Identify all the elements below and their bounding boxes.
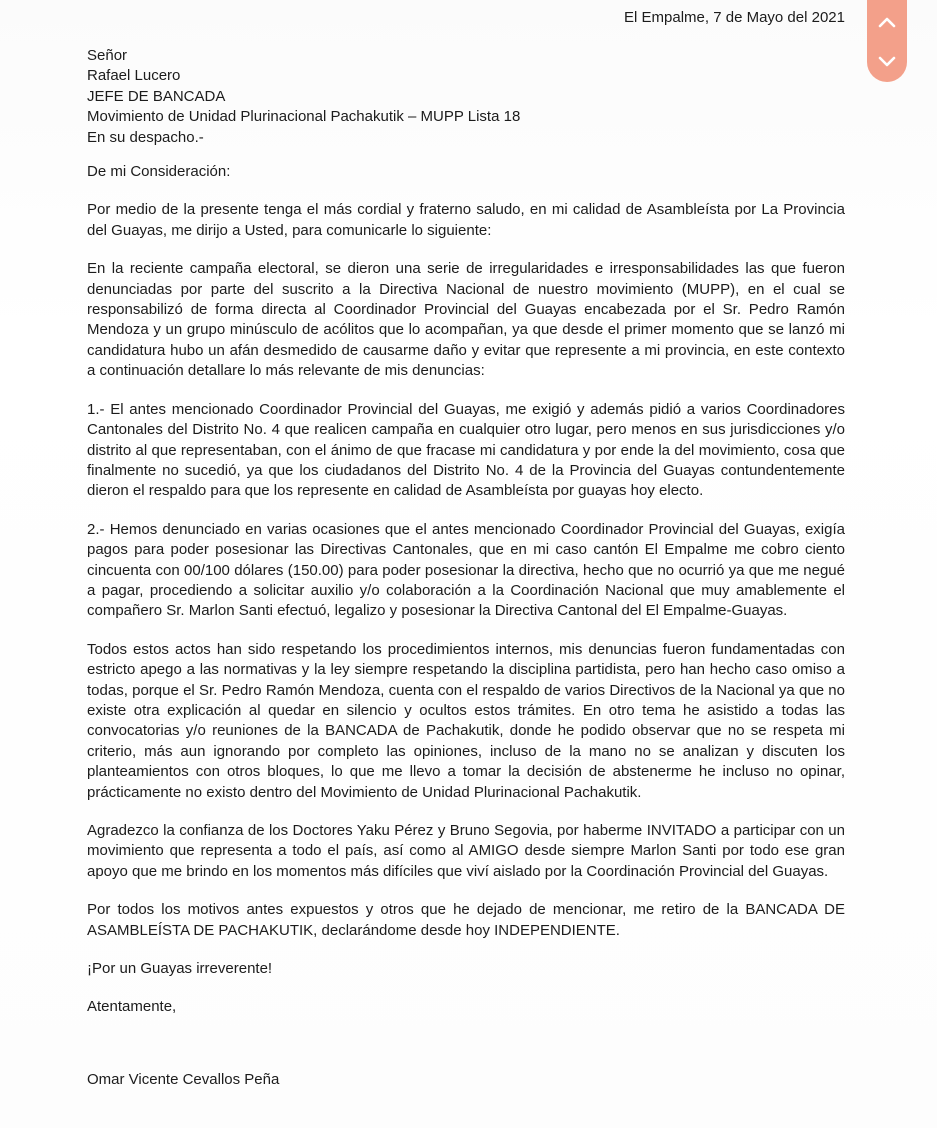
scroll-down-button[interactable]: [873, 48, 901, 76]
recipient-line: Señor: [87, 47, 128, 64]
paragraph: Todos estos actos han sido respetando los procedimientos internos, mis denuncias fueron fundamentadas con estricto apego a las normativas y la ley siempre respetando la disciplina partidista, pero han hecho caso omiso a todas, porque el Sr. Pedro Ramón Mendoza, cuenta con el respaldo de varios Directivos de la Nacional ya que no existe otra explicación al quedar en silencio y ocultos estos trámites. En otro tema he asistido a todas las convocatorias y/o reuniones de la BANCADA de Pachakutik, donde he podido observar que no se respeta mi criterio, más aun ignorando por completo las opiniones, incluso de la mano no se analizan y discuten los planteamientos con otros bloques, lo que me llevo a tomar la decisión de abstenerme he incluso no opinar, prácticamente no existo dentro del Movimiento de Unidad Plurinacional Pachakutik.: [87, 640, 845, 801]
salutation: De mi Consideración:: [87, 163, 231, 181]
recipient-line: Movimiento de Unidad Plurinacional Pachakutik – MUPP Lista 18: [87, 108, 521, 126]
paragraph: Por medio de la presente tenga el más cordial y fraterno saludo, en mi calidad de Asambleísta por La Provincia del Guayas, me dirijo a Usted, para comunicarle lo siguiente:: [87, 201, 845, 239]
recipient-block: [87, 46, 845, 148]
scroll-up-button[interactable]: [873, 8, 901, 36]
chevron-down-icon: [878, 56, 896, 68]
recipient-line: Rafael Lucero: [87, 67, 181, 85]
letter-date: El Empalme, 7 de Mayo del 2021: [624, 9, 845, 26]
paragraph: Por todos los motivos antes expuestos y otros que he dejado de mencionar, me retiro de la BANCADA DE ASAMBLEÍSTA DE PACHAKUTIK, declarándome desde hoy INDEPENDIENTE.: [87, 901, 845, 939]
paragraph: 2.- Hemos denunciado en varias ocasiones que el antes mencionado Coordinador Provincial del Guayas, exigía pagos para poder posesionar las Directivas Cantonales, que en mi caso cantón El Empalme me cobro ciento cincuenta con 00/100 dólares (150.00) para poder posesionar la directiva, hecho que no ocurrió ya que me negué a pagar, procediendo a solicitar auxilio y/o colaboración a la Coordinación Nacional que muy amablemente el compañero Sr. Marlon Santi efectuó, legalizo y posesionar la Directiva Cantonal del El Empalme-Guayas.: [87, 520, 845, 620]
paragraph: 1.- El antes mencionado Coordinador Provincial del Guayas, me exigió y además pidió a varios Coordinadores Cantonales del Distrito No. 4 que realicen campaña en cualquier otro lugar, pero menos en sus jurisdicciones y/o distrito al que representaban, con el ánimo de que fracase mi candidatura y por ende la del movimiento, cosa que finalmente no sucedió, ya que los ciudadanos del Distrito No. 4 de la Provincia del Guayas contundentemente dieron el respaldo para que los represente en calidad de Asambleísta por guayas hoy electo.: [87, 400, 845, 500]
closing: Atentamente,: [87, 998, 177, 1016]
signature-name: Omar Vicente Cevallos Peña: [87, 1070, 280, 1088]
paragraph: En la reciente campaña electoral, se dieron una serie de irregularidades e irresponsabilidades las que fueron denunciadas por parte del suscrito a la Directiva Nacional de nuestro movimiento (MUPP), en el cual se responsabilizó de forma directa al Coordinador Provincial del Guayas encabezada por el Sr. Pedro Ramón Mendoza y un grupo minúsculo de acólitos que lo acompañan, ya que desde el primer momento que se lanzó mi candidatura hubo un afán desmedido de causarme daño y evitar que represente a mi provincia, en este contexto a continuación detallare lo más relevante de mis denuncias:: [87, 260, 845, 380]
closing-slogan: ¡Por un Guayas irreverente!: [87, 960, 273, 978]
page-scroll-control: [867, 0, 907, 82]
letter-body: [87, 46, 845, 1090]
paragraph: Agradezco la confianza de los Doctores Yaku Pérez y Bruno Segovia, por haberme INVITADO a participar con un movimiento que representa a todo el país, así como al AMIGO desde siempre Marlon Santi por todo ese gran apoyo que me brindo en los momentos más difíciles que viví aislado por la Coordinación Provincial del Guayas.: [87, 822, 845, 880]
chevron-up-icon: [878, 16, 896, 28]
recipient-line: En su despacho.-: [87, 128, 204, 146]
recipient-line: JEFE DE BANCADA: [87, 87, 226, 105]
